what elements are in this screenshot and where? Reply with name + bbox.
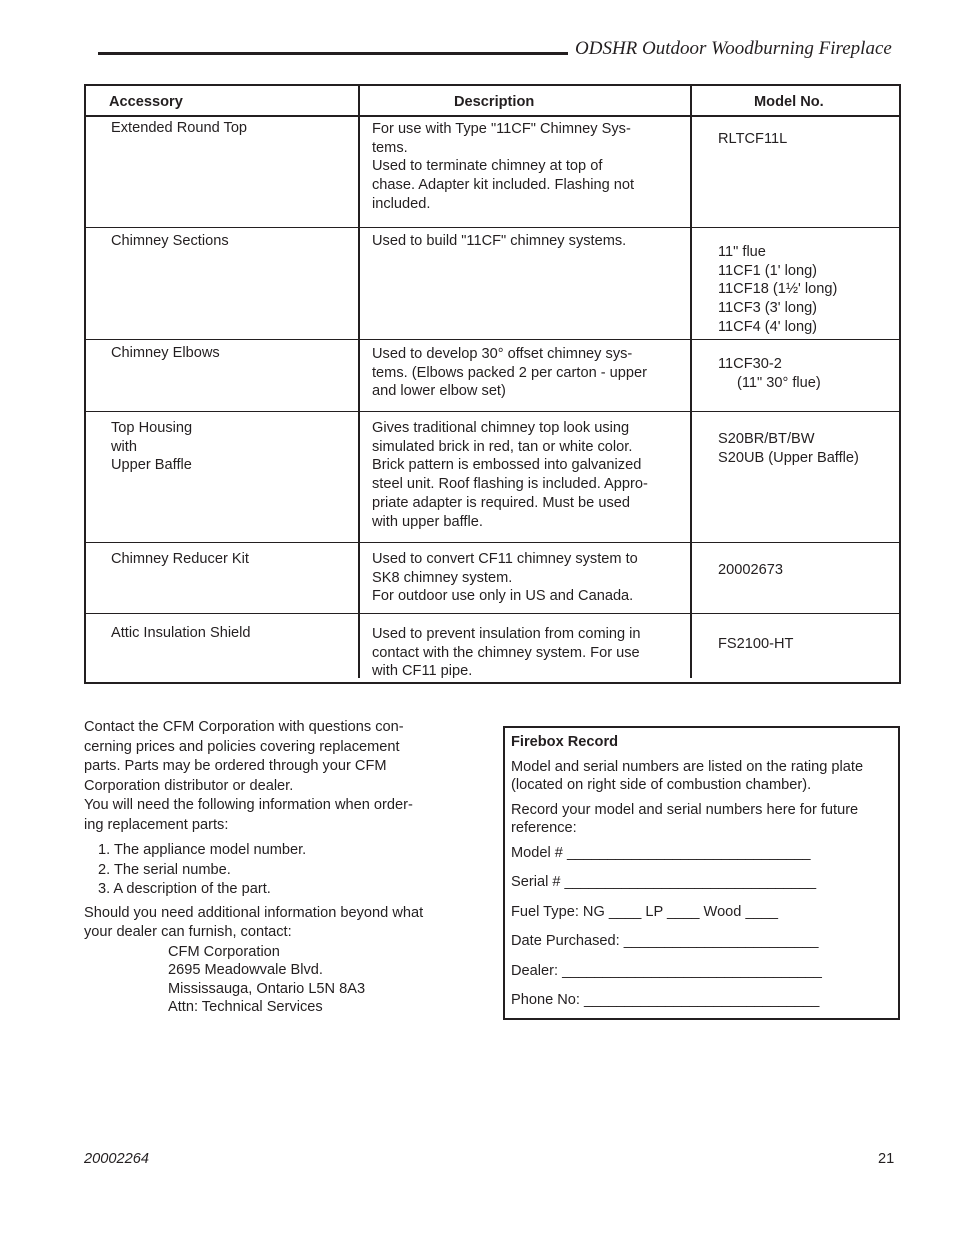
list-item: 3. A description of the part.	[98, 881, 271, 897]
cell-line: 20002673	[718, 562, 783, 578]
phone-number-field: Phone No: _____________________________	[511, 992, 820, 1008]
cell-line: contact with the chimney system. For use	[372, 644, 640, 661]
firebox-paragraph	[511, 801, 892, 838]
cell-line: Top Housing	[111, 420, 193, 436]
cell-line: 11CF30-2	[718, 356, 782, 372]
paragraph-line: reference:	[511, 820, 577, 836]
cell-line: For outdoor use only in US and Canada.	[372, 588, 634, 605]
contact-info-section	[84, 718, 464, 1017]
paragraph-line: ing replacement parts:	[84, 816, 229, 833]
fuel-type-field: Fuel Type: NG ____ LP ____ Wood ____	[511, 903, 778, 920]
cell-line: 11CF4 (4' long)	[718, 318, 818, 335]
cell-line: steel unit. Roof flashing is included. Appro-	[372, 476, 648, 493]
header-description: Description	[454, 94, 535, 110]
list-item: 1. The appliance model number.	[98, 842, 307, 858]
cell-line: tems. (Elbows packed 2 per carton - upper	[372, 364, 647, 381]
cell-line: Brick pattern is embossed into galvanized	[372, 457, 642, 474]
required-info-list	[84, 841, 464, 900]
row-divider	[86, 613, 899, 614]
model-cell	[718, 635, 793, 654]
cell-line: with upper baffle.	[372, 513, 483, 530]
cell-line: with	[111, 438, 137, 455]
accessory-cell	[111, 550, 249, 569]
cell-line: tems.	[372, 139, 408, 156]
cell-line: 11CF1 (1' long)	[718, 262, 818, 279]
model-cell	[718, 130, 787, 149]
cell-line: Chimney Reducer Kit	[111, 551, 249, 567]
paragraph-line: (located on right side of combustion chamber).	[511, 777, 812, 793]
description-cell	[372, 419, 648, 531]
cell-line: Used to develop 30° offset chimney sys-	[372, 346, 633, 362]
cell-line: FS2100-HT	[718, 636, 794, 652]
description-cell	[372, 625, 641, 681]
row-divider	[86, 411, 899, 412]
cell-line: chase. Adapter kit included. Flashing not	[372, 177, 635, 194]
dealer-field: Dealer: ________________________________	[511, 962, 822, 979]
accessory-cell	[111, 344, 220, 363]
paragraph-line: Should you need additional information beyond what	[84, 904, 424, 921]
date-purchased-field: Date Purchased: ________________________	[511, 933, 819, 949]
address-line: 2695 Meadowvale Blvd.	[168, 962, 323, 979]
column-divider	[358, 86, 360, 678]
model-cell	[718, 430, 859, 467]
description-cell	[372, 550, 638, 606]
cell-line: S20UB (Upper Baffle)	[718, 449, 859, 466]
firebox-record-box	[503, 726, 900, 1020]
paragraph-line: parts. Parts may be ordered through your CFM	[84, 758, 387, 774]
accessory-cell	[111, 419, 192, 475]
model-number-field: Model # ______________________________	[511, 844, 811, 861]
cell-line: 11CF18 (1½' long)	[718, 281, 838, 298]
mailing-address	[84, 943, 464, 1017]
cell-line: Extended Round Top	[111, 120, 248, 136]
cell-line: Attic Insulation Shield	[111, 625, 251, 641]
document-number: 20002264	[84, 1151, 149, 1167]
model-cell	[718, 243, 837, 337]
description-cell	[372, 120, 634, 214]
paragraph-line: You will need the following information when order-	[84, 797, 413, 813]
cell-line: Used to convert CF11 chimney system to	[372, 551, 638, 567]
accessory-cell	[111, 624, 251, 643]
list-item: 2. The serial numbe.	[98, 861, 231, 878]
cell-line: 11CF3 (3' long)	[718, 300, 818, 317]
paragraph-line: Record your model and serial numbers here for future	[511, 801, 859, 818]
paragraph-line: Model and serial numbers are listed on the rating plate	[511, 758, 864, 775]
paragraph-line: Contact the CFM Corporation with questions con-	[84, 719, 404, 735]
paragraph-line: your dealer can furnish, contact:	[84, 924, 292, 940]
model-cell	[718, 561, 783, 580]
row-divider	[86, 227, 899, 228]
cell-line: Used to build "11CF" chimney systems.	[372, 233, 627, 249]
cell-line: priate adapter is required. Must be used	[372, 494, 630, 511]
cell-line: 11" flue	[718, 244, 766, 260]
page-number: 21	[878, 1151, 895, 1167]
table-header-row	[86, 86, 899, 117]
row-divider	[86, 339, 899, 340]
address-line: Mississauga, Ontario L5N 8A3	[168, 980, 366, 997]
accessory-cell	[111, 119, 247, 138]
description-cell	[372, 232, 626, 251]
cell-line: Used to terminate chimney at top of	[372, 158, 603, 175]
header-model-no: Model No.	[754, 94, 824, 110]
cell-line: For use with Type "11CF" Chimney Sys-	[372, 121, 631, 137]
serial-number-field: Serial # _______________________________	[511, 874, 817, 890]
address-line: Attn: Technical Services	[168, 999, 323, 1016]
cell-line: SK8 chimney system.	[372, 569, 513, 586]
firebox-record-title: Firebox Record	[511, 734, 619, 750]
model-cell	[718, 355, 821, 392]
cell-line: simulated brick in red, tan or white color.	[372, 438, 633, 455]
firebox-paragraph	[511, 758, 892, 795]
page-header-title: ODSHR Outdoor Woodburning Fireplace	[575, 38, 892, 59]
cell-line: and lower elbow set)	[372, 383, 506, 400]
cell-line: Upper Baffle	[111, 457, 192, 474]
cell-line: included.	[372, 195, 431, 212]
cell-line: Chimney Elbows	[111, 345, 220, 361]
cell-line: (11" 30° flue)	[737, 374, 821, 391]
cell-line: S20BR/BT/BW	[718, 431, 815, 447]
paragraph-line: Corporation distributor or dealer.	[84, 777, 294, 794]
cell-line: Gives traditional chimney top look using	[372, 420, 630, 436]
header-rule	[98, 52, 568, 55]
description-cell	[372, 345, 647, 401]
accessories-table	[84, 84, 901, 684]
header-accessory: Accessory	[109, 94, 183, 110]
accessory-cell	[111, 232, 229, 251]
cell-line: Chimney Sections	[111, 233, 229, 249]
cell-line: Used to prevent insulation from coming in	[372, 626, 641, 642]
column-divider	[690, 86, 692, 678]
paragraph-line: cerning prices and policies covering replacement	[84, 738, 400, 755]
address-line: CFM Corporation	[168, 943, 280, 960]
cell-line: with CF11 pipe.	[372, 663, 473, 680]
cell-line: RLTCF11L	[718, 131, 788, 147]
row-divider	[86, 542, 899, 543]
